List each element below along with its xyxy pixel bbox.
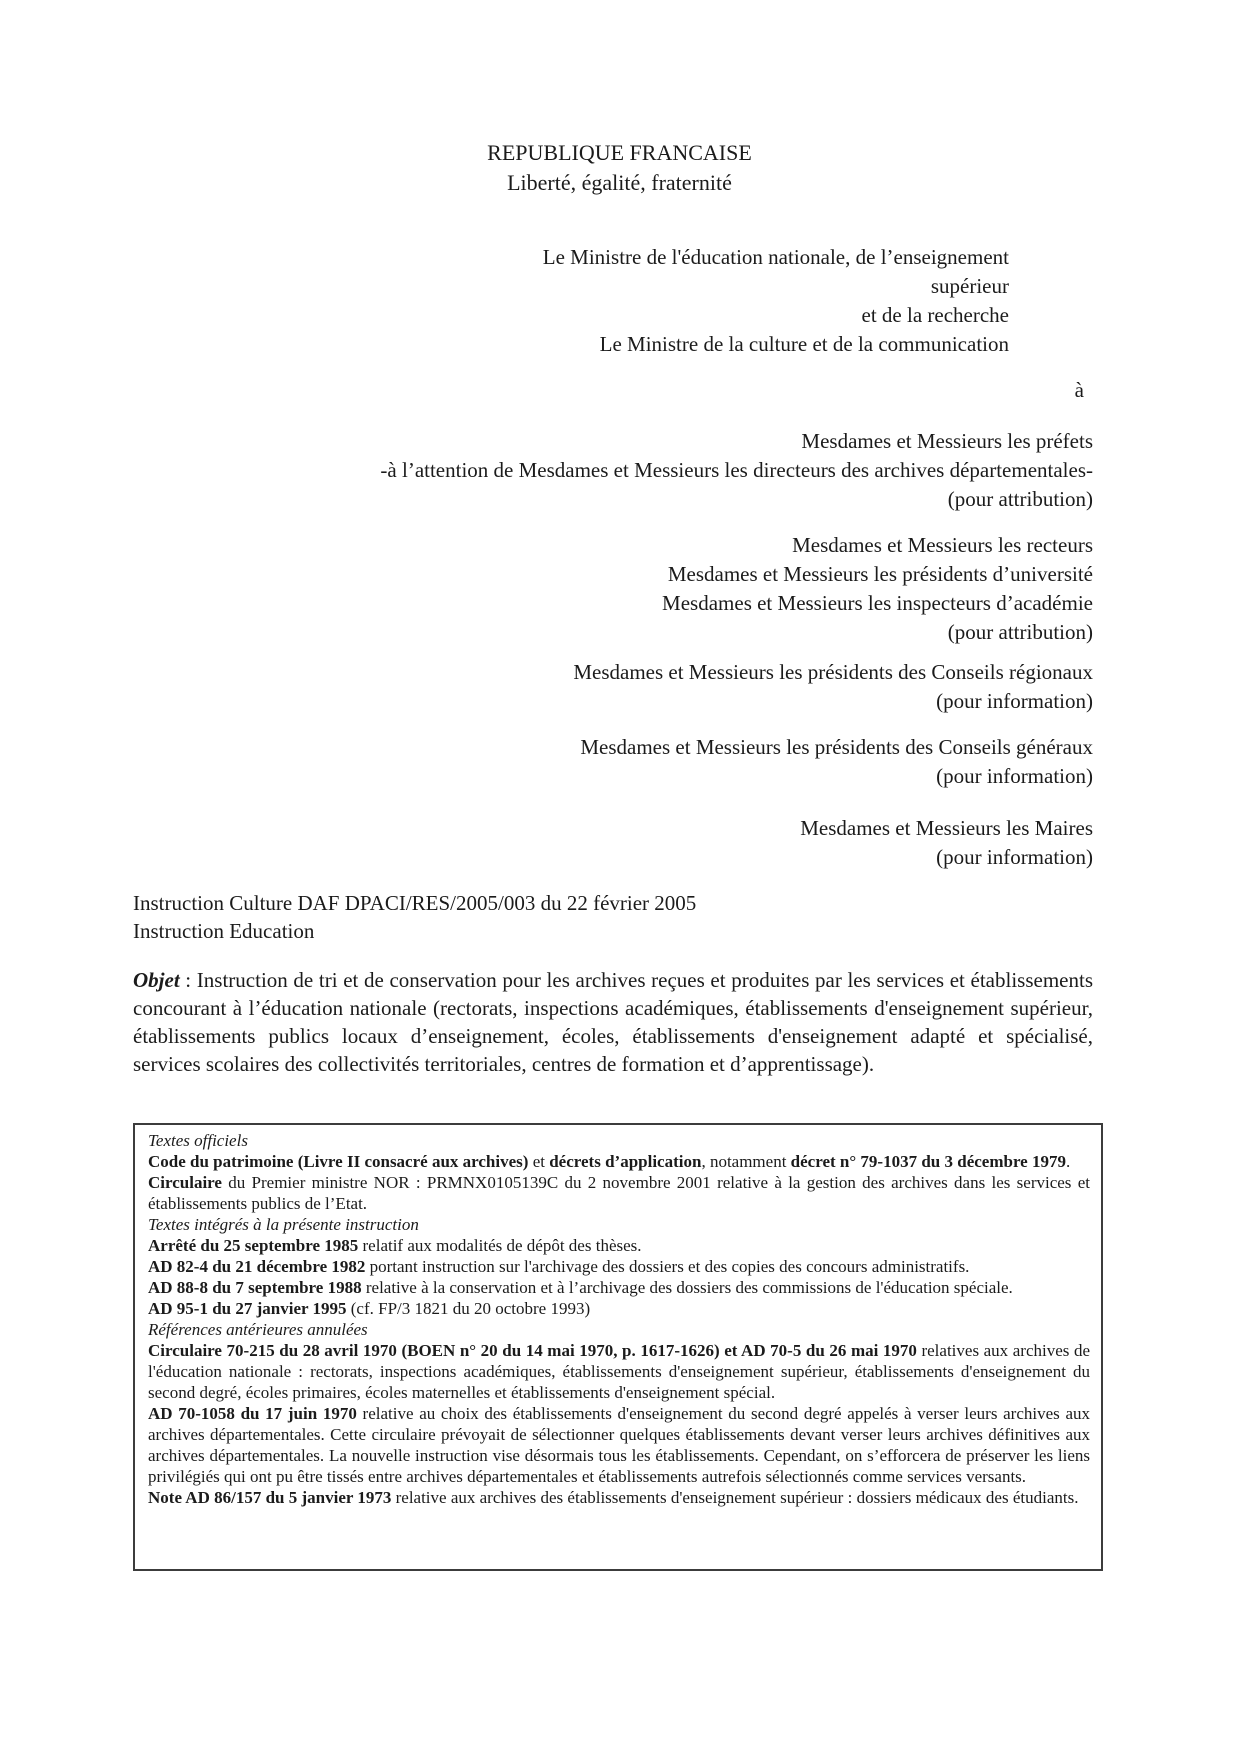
box-text-segment: Circulaire 70-215 du 28 avril 1970 (BOEN n° 20 du 14 mai 1970, p. 1617-1626) et AD 70-5 du 26 mai 1970 [148,1341,917,1360]
box-paragraph [148,1151,1090,1172]
box-text-segment: Circulaire [148,1173,222,1192]
box-section-heading [148,1319,1090,1340]
recipient-line: (pour information) [936,845,1093,869]
box-text-segment: AD 70-1058 du 17 juin 1970 [148,1404,357,1423]
box-paragraph [148,1340,1090,1403]
recipient-line: Mesdames et Messieurs les présidents d’université [667,562,1093,586]
objet-separator: : [179,968,197,992]
box-text-segment: relatives aux archives de l'éducation nationale : rectorats, inspections académiques, établissements d'enseignement supérieur, établissements d'enseignement du second degré, écoles primaires, écoles maternelles et établissements d'enseignement spécial. [148,1341,1090,1402]
recipient-line: -à l’attention de Mesdames et Messieurs les directeurs des archives départementales- [380,458,1093,482]
reference-line-culture: Instruction Culture DAF DPACI/RES/2005/003 du 22 février 2005 [133,891,697,915]
objet-label: Objet [133,968,180,992]
box-text-segment: Textes officiels [148,1131,248,1150]
recipient-group-conseils-regionaux [133,658,1093,716]
addressee-marker: à [1074,378,1084,402]
box-text-segment: décret n° 79-1037 du 3 décembre 1979 [790,1152,1066,1171]
box-text-segment: et [528,1152,550,1171]
box-text-segment: AD 82-4 du 21 décembre 1982 [148,1257,366,1276]
box-text-segment: , notamment [701,1152,791,1171]
republic-title: REPUBLIQUE FRANCAISE [487,140,752,165]
box-paragraph [148,1277,1090,1298]
recipient-line: (pour attribution) [947,487,1093,511]
recipient-line: Mesdames et Messieurs les préfets [801,429,1093,453]
box-text-segment: Arrêté du 25 septembre 1985 [148,1236,359,1255]
box-paragraph [148,1298,1090,1319]
sender-line: et de la recherche [861,303,1009,327]
box-section-heading [148,1130,1090,1151]
box-text-segment: Code du patrimoine (Livre II consacré aux archives) [148,1152,529,1171]
sender-line: supérieur [930,274,1009,298]
sender-line: Le Ministre de la culture et de la communication [599,332,1009,356]
box-section-heading [148,1214,1090,1235]
recipient-line: Mesdames et Messieurs les présidents des Conseils régionaux [573,660,1093,684]
box-paragraph [148,1172,1090,1214]
reference-line-education: Instruction Education [133,919,315,943]
republic-header [0,138,1239,198]
box-paragraph [148,1487,1090,1508]
recipient-group-conseils-generaux [133,733,1093,791]
box-text-segment: relative au choix des établissements d'enseignement du second degré appelés à verser leurs archives aux archives départementales. Cette circulaire prévoyait de sélectionner quelques établissements devant verser leurs archives définitives aux archives départementales. La nouvelle instruction vise désormais tous les établissements. Cependant, on s’efforcera de préserver les liens privilégiés qui ont pu être tissés entre archives départementales et établissements autrefois sélectionnés comme services versants. [148,1404,1090,1486]
instruction-reference [133,889,696,945]
box-paragraph [148,1403,1090,1487]
recipient-line: (pour information) [936,764,1093,788]
box-text-segment: relative à la conservation et à l’archivage des dossiers des commissions de l'éducation spéciale. [361,1278,1013,1297]
textes-box [133,1123,1103,1571]
objet-paragraph [133,966,1093,1078]
box-text-segment: portant instruction sur l'archivage des dossiers et des copies des concours administratifs. [365,1257,970,1276]
recipient-group-maires [133,814,1093,872]
box-text-segment: (cf. FP/3 1821 du 20 octobre 1993) [346,1299,591,1318]
box-text-segment: . [1065,1152,1071,1171]
box-text-segment: décrets d’application [549,1152,702,1171]
box-text-segment: Textes intégrés à la présente instruction [148,1215,419,1234]
box-text-segment: Références antérieures annulées [148,1320,368,1339]
box-text-segment: relatif aux modalités de dépôt des thèses. [358,1236,642,1255]
box-text-segment: Note AD 86/157 du 5 janvier 1973 [148,1488,392,1507]
republic-motto: Liberté, égalité, fraternité [507,170,732,195]
objet-text: Instruction de tri et de conservation pour les archives reçues et produites par les services et établissements concourant à l’éducation nationale (rectorats, inspections académiques, établissements d'enseignement supérieur, établissements publics locaux d’enseignement, écoles, établissements d'enseignement adapté et spécialisé, services scolaires des collectivités territoriales, centres de formation et d’apprentissage). [133,968,1093,1076]
box-paragraph [148,1256,1090,1277]
box-text-segment: relative aux archives des établissements d'enseignement supérieur : dossiers médicaux des étudiants. [391,1488,1079,1507]
recipient-group-recteurs [133,531,1093,647]
recipient-group-prefets [133,427,1093,514]
sender-block [133,243,1009,359]
box-paragraph [148,1235,1090,1256]
recipient-line: Mesdames et Messieurs les recteurs [792,533,1093,557]
box-text-segment: AD 88-8 du 7 septembre 1988 [148,1278,362,1297]
recipient-line: Mesdames et Messieurs les inspecteurs d’académie [662,591,1093,615]
recipient-line: Mesdames et Messieurs les Maires [800,816,1093,840]
recipient-line: Mesdames et Messieurs les présidents des Conseils généraux [580,735,1093,759]
recipient-line: (pour information) [936,689,1093,713]
recipient-line: (pour attribution) [947,620,1093,644]
box-text-segment: AD 95-1 du 27 janvier 1995 [148,1299,347,1318]
box-text-segment: du Premier ministre NOR : PRMNX0105139C du 2 novembre 2001 relative à la gestion des archives dans les services et établissements publics de l’Etat. [148,1173,1090,1213]
sender-line: Le Ministre de l'éducation nationale, de l’enseignement [542,245,1009,269]
